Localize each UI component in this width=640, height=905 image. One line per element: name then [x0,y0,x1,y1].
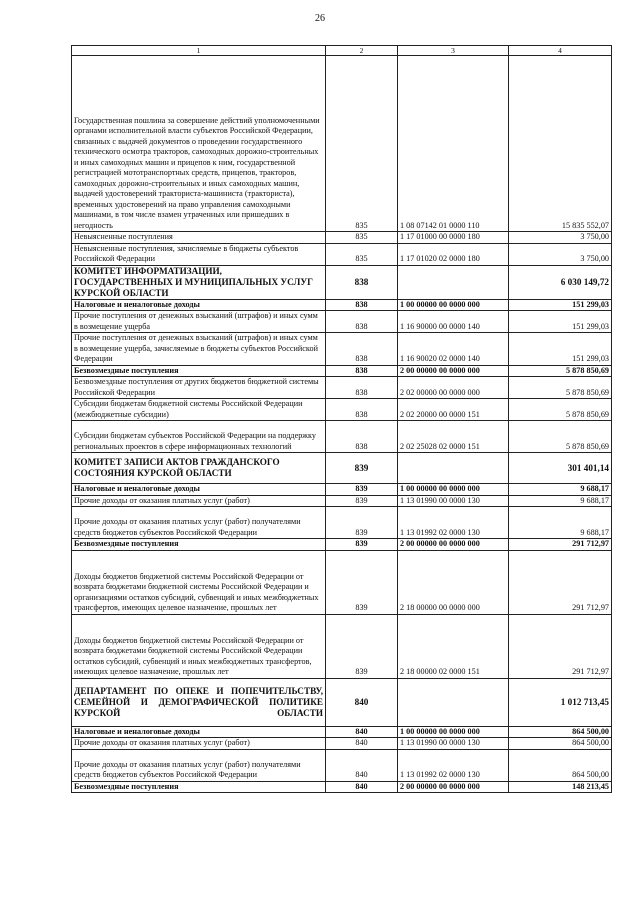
table-row [72,399,612,421]
department-row [72,265,612,299]
table-row [72,243,612,265]
budget-classification-code-cell: 2 00 00000 00 0000 000 [398,539,509,551]
revenue-name-cell: Государственная пошлина за совершение действий уполномоченными органами исполнительной власти субъектов Российской Федерации, связанных с выдачей документов о проведении государственного технического осмотра тракторов, самоходных дорожно-строительных и иных самоходных машин и прицепов к ним, государственной регистрацией мототранспортных средств, прицепов, тракторов, самоходных дорожно-строительных и иных самоходных машин, выдачей удостоверений тракториста-машиниста (тракториста), временных удостоверений на право управления самоходными машинами, в том числе взамен утраченных или пришедших в негодность [72,56,326,232]
admin-code-cell: 840 [326,781,398,793]
budget-classification-code-cell: 1 13 01992 02 0000 130 [398,749,509,781]
admin-code-cell: 838 [326,399,398,421]
amount-cell: 3 750,00 [509,243,612,265]
revenue-name-cell: КОМИТЕТ ИНФОРМАТИЗАЦИИ, ГОСУДАРСТВЕННЫХ И МУНИЦИПАЛЬНЫХ УСЛУГ КУРСКОЙ ОБЛАСТИ [72,265,326,299]
amount-cell: 301 401,14 [509,453,612,484]
amount-cell: 151 299,03 [509,333,612,366]
table-row [72,495,612,507]
admin-code-cell: 835 [326,56,398,232]
admin-code-cell: 838 [326,333,398,366]
amount-cell: 291 712,97 [509,539,612,551]
budget-classification-code-cell: 1 13 01992 02 0000 130 [398,507,509,539]
revenue-name-cell: Невыясненные поступления [72,232,326,244]
table-row [72,550,612,614]
revenue-name-cell: Безвозмездные поступления [72,365,326,377]
amount-cell: 6 030 149,72 [509,265,612,299]
column-header-3: 3 [398,46,509,56]
admin-code-cell: 840 [326,678,398,726]
budget-classification-code-cell [398,265,509,299]
revenue-name-cell: Прочие доходы от оказания платных услуг (работ) получателями средств бюджетов субъектов Российской Федерации [72,749,326,781]
revenue-name-cell: Доходы бюджетов бюджетной системы Российской Федерации от возврата бюджетами бюджетной системы Российской Федерации остатков субсидий, субвенций и иных межбюджетных трансфертов, имеющих целевое назначение, прошлых лет [72,614,326,678]
admin-code-cell: 840 [326,726,398,738]
table-row [72,421,612,453]
revenue-name-cell: Субсидии бюджетам субъектов Российской Федерации на поддержку региональных проектов в сфере информационных технологий [72,421,326,453]
table-row [72,484,612,496]
budget-classification-code-cell: 1 17 01000 00 0000 180 [398,232,509,244]
table-body [72,56,612,793]
table-row [72,333,612,366]
department-row [72,678,612,726]
budget-classification-code-cell: 1 16 90020 02 0000 140 [398,333,509,366]
table-row [72,738,612,750]
amount-cell: 5 878 850,69 [509,399,612,421]
revenue-name-cell: Субсидии бюджетам бюджетной системы Российской Федерации (межбюджетные субсидии) [72,399,326,421]
revenue-name-cell: ДЕПАРТАМЕНТ ПО ОПЕКЕ И ПОПЕЧИТЕЛЬСТВУ, СЕМЕЙНОЙ И ДЕМОГРАФИЧЕСКОЙ ПОЛИТИКЕ КУРСКОЙ ОБЛАСТИ [72,678,326,726]
column-number-row [72,46,612,56]
revenue-name-cell: КОМИТЕТ ЗАПИСИ АКТОВ ГРАЖДАНСКОГО СОСТОЯНИЯ КУРСКОЙ ОБЛАСТИ [72,453,326,484]
budget-classification-code-cell: 1 00 00000 00 0000 000 [398,299,509,311]
admin-code-cell: 838 [326,365,398,377]
budget-classification-code-cell: 1 00 00000 00 0000 000 [398,484,509,496]
amount-cell: 5 878 850,69 [509,377,612,399]
revenue-name-cell: Налоговые и неналоговые доходы [72,484,326,496]
amount-cell: 5 878 850,69 [509,365,612,377]
admin-code-cell: 839 [326,539,398,551]
revenue-name-cell: Безвозмездные поступления от других бюджетов бюджетной системы Российской Федерации [72,377,326,399]
amount-cell: 864 500,00 [509,738,612,750]
budget-classification-code-cell: 2 02 20000 00 0000 151 [398,399,509,421]
admin-code-cell: 838 [326,265,398,299]
admin-code-cell: 839 [326,484,398,496]
admin-code-cell: 839 [326,614,398,678]
revenue-name-cell: Прочие поступления от денежных взысканий (штрафов) и иных сумм в возмещение ущерба [72,311,326,333]
budget-classification-code-cell: 2 18 00000 02 0000 151 [398,614,509,678]
table-row [72,377,612,399]
table-row [72,781,612,793]
amount-cell: 864 500,00 [509,726,612,738]
amount-cell: 864 500,00 [509,749,612,781]
budget-classification-code-cell: 2 02 25028 02 0000 151 [398,421,509,453]
admin-code-cell: 838 [326,421,398,453]
budget-classification-code-cell: 1 00 00000 00 0000 000 [398,726,509,738]
amount-cell: 15 835 552,07 [509,56,612,232]
amount-cell: 291 712,97 [509,550,612,614]
column-header-2: 2 [326,46,398,56]
amount-cell: 1 012 713,45 [509,678,612,726]
budget-classification-code-cell: 1 16 90000 00 0000 140 [398,311,509,333]
budget-classification-code-cell: 2 18 00000 00 0000 000 [398,550,509,614]
revenue-name-cell: Прочие доходы от оказания платных услуг (работ) получателями средств бюджетов субъектов Российской Федерации [72,507,326,539]
amount-cell: 151 299,03 [509,311,612,333]
amount-cell: 151 299,03 [509,299,612,311]
amount-cell: 291 712,97 [509,614,612,678]
amount-cell: 3 750,00 [509,232,612,244]
admin-code-cell: 835 [326,232,398,244]
amount-cell: 9 688,17 [509,484,612,496]
admin-code-cell: 838 [326,311,398,333]
budget-classification-code-cell: 1 17 01020 02 0000 180 [398,243,509,265]
column-header-1: 1 [72,46,326,56]
revenue-name-cell: Прочие доходы от оказания платных услуг (работ) [72,495,326,507]
department-row [72,453,612,484]
admin-code-cell: 840 [326,738,398,750]
budget-classification-code-cell: 2 02 00000 00 0000 000 [398,377,509,399]
budget-classification-code-cell: 1 13 01990 00 0000 130 [398,738,509,750]
budget-classification-code-cell: 1 08 07142 01 0000 110 [398,56,509,232]
column-header-4: 4 [509,46,612,56]
admin-code-cell: 839 [326,453,398,484]
amount-cell: 9 688,17 [509,495,612,507]
budget-classification-code-cell: 2 00 00000 00 0000 000 [398,781,509,793]
budget-classification-code-cell: 2 00 00000 00 0000 000 [398,365,509,377]
budget-classification-code-cell [398,453,509,484]
revenue-table [71,45,612,793]
table-row [72,311,612,333]
amount-cell: 9 688,17 [509,507,612,539]
admin-code-cell: 838 [326,299,398,311]
table-row [72,726,612,738]
revenue-name-cell: Невыясненные поступления, зачисляемые в бюджеты субъектов Российской Федерации [72,243,326,265]
revenue-name-cell: Прочие доходы от оказания платных услуг (работ) [72,738,326,750]
budget-classification-code-cell: 1 13 01990 00 0000 130 [398,495,509,507]
revenue-name-cell: Налоговые и неналоговые доходы [72,299,326,311]
table-row [72,232,612,244]
revenue-name-cell: Безвозмездные поступления [72,539,326,551]
table-row [72,56,612,232]
revenue-name-cell: Безвозмездные поступления [72,781,326,793]
admin-code-cell: 839 [326,550,398,614]
budget-classification-code-cell [398,678,509,726]
admin-code-cell: 839 [326,495,398,507]
revenue-name-cell: Доходы бюджетов бюджетной системы Российской Федерации от возврата бюджетами бюджетной системы Российской Федерации и организациями остатков субсидий, субвенций и иных межбюджетных трансфертов, имеющих целевое назначение, прошлых лет [72,550,326,614]
amount-cell: 5 878 850,69 [509,421,612,453]
revenue-name-cell: Налоговые и неналоговые доходы [72,726,326,738]
amount-cell: 148 213,45 [509,781,612,793]
admin-code-cell: 839 [326,507,398,539]
admin-code-cell: 835 [326,243,398,265]
admin-code-cell: 838 [326,377,398,399]
page-number: 26 [315,13,325,24]
table-row [72,299,612,311]
table-row [72,749,612,781]
table-row [72,365,612,377]
revenue-name-cell: Прочие поступления от денежных взысканий (штрафов) и иных сумм в возмещение ущерба, зачисляемые в бюджеты субъектов Российской Федерации [72,333,326,366]
table-row [72,539,612,551]
table-row [72,614,612,678]
table-row [72,507,612,539]
admin-code-cell: 840 [326,749,398,781]
